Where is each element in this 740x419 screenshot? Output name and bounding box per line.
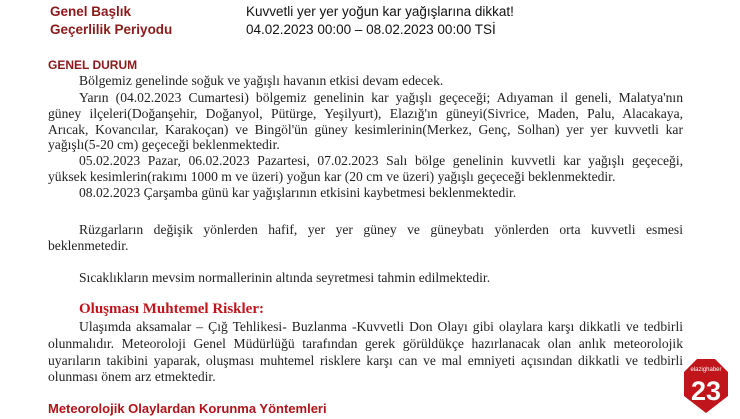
period-value: 04.02.2023 00:00 – 08.02.2023 00:00 TSİ <box>246 22 496 37</box>
paragraph-line: yüksek kesimlerin(rakımı 1000 m ve üzeri) yoğun kar (20 cm ve üzeri) yağışlı geçeceği beklenmektedir. <box>48 169 616 184</box>
paragraph-line: Sıcaklıkların mevsim normallerinin altında seyretmesi tahmin edilmektedir. <box>79 270 491 285</box>
paragraph-line: Bölgemiz genelinde soğuk ve yağışlı havanın etkisi devam edecek. <box>79 73 444 88</box>
paragraph-line: yağışlı(5-20 cm) geçeceği beklenmektedir. <box>48 137 280 152</box>
site-logo <box>683 358 729 414</box>
korunma-heading: Meteorolojik Olaylardan Korunma Yöntemleri <box>48 401 327 416</box>
paragraph-line: Arıcak, Kovancılar, Karakoçan) ve Bingöl'ün güney kesimlerinin(Merkez, Genç, Solhan) yer yer kuvvetli kar <box>48 122 683 137</box>
svg-text:23: 23 <box>690 376 722 406</box>
paragraph-line: olunmalıdır. Meteoroloji Genel Müdürlüğü tarafından gerek görüldükçe hazırlanacak olan anlık meteorolojik <box>48 336 683 351</box>
svg-text:elazighaber: elazighaber <box>690 367 722 373</box>
paragraph-line: 08.02.2023 Çarşamba günü kar yağışlarının etkisini kaybetmesi beklenmektedir. <box>79 185 517 200</box>
riskler-heading: Oluşması Muhtemel Riskler: <box>79 301 264 317</box>
paragraph-line: beklenmetedir. <box>48 238 129 253</box>
paragraph-line: Rüzgarların değişik yönlerden hafif, yer yer güney ve güneybatı yönlerden orta kuvvetli esmesi <box>79 222 683 237</box>
paragraph-line: Ulaşımda aksamalar – Çığ Tehlikesi- Buzlanma -Kuvvetli Don Olayı gibi olaylara karşı dikkatli ve tedbirli <box>79 319 683 334</box>
title-value: Kuvvetli yer yer yoğun kar yağışlarına dikkat! <box>246 4 514 19</box>
paragraph-line: olunması önem arz etmektedir. <box>48 369 216 384</box>
period-label: Geçerlilik Periyodu <box>50 22 173 37</box>
title-label: Genel Başlık <box>50 4 132 19</box>
paragraph-line: Yarın (04.02.2023 Cumartesi) bölgemiz genelinin kar yağışlı geçeceği; Adıyaman il geneli, Malatya'nın <box>79 90 683 105</box>
paragraph-line: 05.02.2023 Pazar, 06.02.2023 Pazartesi, 07.02.2023 Salı bölge genelinin kuvvetli kar yağışlı geçeceği, <box>79 153 683 168</box>
paragraph-line: uyarıların takibini yaparak, oluşması muhtemel risklere karşı can ve mal emniyeti açısından dikkatli ve tedbirli <box>48 353 683 368</box>
paragraph-line: güney ilçeleri(Doğanşehir, Doğanyol, Pütürge, Yeşilyurt), Elazığ'ın güneyi(Sivrice, Maden, Palu, Alacakaya, <box>48 106 683 121</box>
genel-durum-heading: GENEL DURUM <box>48 58 138 72</box>
